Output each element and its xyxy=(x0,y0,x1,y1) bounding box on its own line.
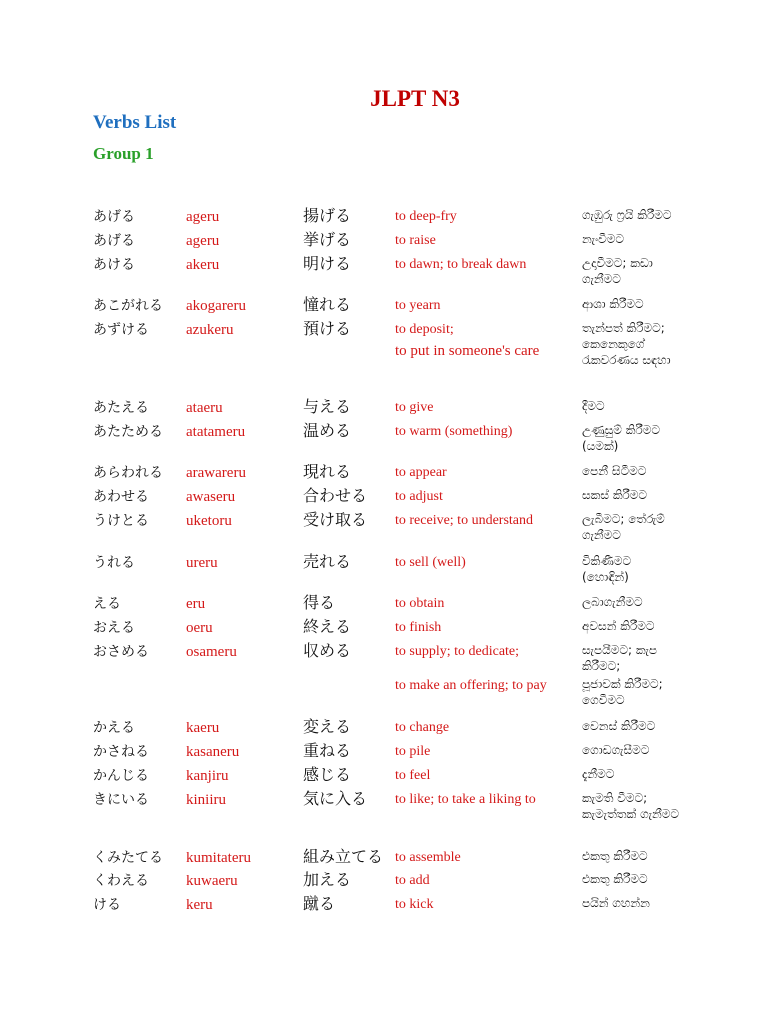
verb-sinhala: ආශා කිරීමට xyxy=(582,297,644,311)
verb-meaning: to obtain xyxy=(395,596,445,611)
verb-sinhala: කැමති වීමට; කැමැත්තක් ගැනීමට xyxy=(582,791,680,821)
verb-row xyxy=(0,398,768,422)
verb-kanji: 得る xyxy=(303,593,336,612)
verb-kana: える xyxy=(93,596,121,612)
verb-row xyxy=(0,553,768,594)
verb-kanji: 与える xyxy=(303,397,352,416)
verb-meaning: to supply; to dedicate; xyxy=(395,644,520,659)
verb-sinhala: වෙනස් කිරීමට xyxy=(582,719,656,733)
verb-kanji: 売れる xyxy=(303,552,352,571)
verb-sinhala: උදාවීමට; කඩා ගැනීමට xyxy=(582,256,653,286)
verb-romaji: kumitateru xyxy=(186,850,251,866)
section-heading: Verbs List xyxy=(93,112,177,133)
verb-romaji: arawareru xyxy=(186,465,246,481)
verb-romaji: osameru xyxy=(186,644,237,660)
verb-meaning: to yearn xyxy=(395,298,441,313)
verb-kana: かえる xyxy=(93,720,135,736)
verb-row xyxy=(0,207,768,231)
verb-sinhala: සැපයීමට; කැප කිරීමට; xyxy=(582,643,658,673)
verb-row xyxy=(0,766,768,790)
verb-kana: あげる xyxy=(93,209,135,225)
verb-romaji: atatameru xyxy=(186,424,246,440)
verb-kanji: 収める xyxy=(303,641,352,660)
verb-meaning: to change xyxy=(395,720,450,735)
verb-kana: あける xyxy=(93,257,135,273)
verb-meaning: to kick xyxy=(395,897,434,912)
verb-meaning: to pile xyxy=(395,744,431,759)
verb-sinhala: පූජාවක් කිරීමට; ගෙවීමට xyxy=(582,677,663,707)
verb-meaning: to warm (something) xyxy=(395,424,513,439)
verb-meaning: to sell (well) xyxy=(395,555,466,570)
verb-row xyxy=(0,895,768,919)
verb-kanji: 重ねる xyxy=(303,741,352,760)
verb-kanji: 感じる xyxy=(303,765,352,784)
verb-kana: かさねる xyxy=(93,744,149,760)
verb-row xyxy=(0,422,768,463)
verb-kana: くわえる xyxy=(93,873,149,889)
verb-meaning: to give xyxy=(395,400,434,415)
verb-row xyxy=(0,676,768,718)
verb-romaji: ureru xyxy=(186,555,218,571)
verb-sinhala: එකතු කිරීමට xyxy=(582,849,648,863)
verb-kanji: 挙げる xyxy=(303,230,352,249)
verb-kana: おえる xyxy=(93,620,135,636)
verb-row xyxy=(0,320,768,398)
verb-kana: あわせる xyxy=(93,489,149,505)
verb-row xyxy=(0,742,768,766)
verb-romaji: kanjiru xyxy=(186,768,229,784)
verb-sinhala: ගැඹුරු ෆ්‍රයි කිරීමට xyxy=(582,208,672,222)
verb-meaning: to make an offering; to pay xyxy=(395,678,547,693)
verb-romaji: kiniiru xyxy=(186,792,226,808)
verb-sinhala: තැන්පත් කිරීමට; කෙනෙකුගේ රැකවරණය සඳහා xyxy=(582,321,671,367)
verb-row xyxy=(0,255,768,296)
verb-kana: あこがれる xyxy=(93,298,163,314)
verb-meaning: to adjust xyxy=(395,489,443,504)
verb-kanji: 蹴る xyxy=(303,894,336,913)
verb-meaning xyxy=(395,320,570,361)
verb-sinhala: උණුසුම් කිරීමට (යමක්) xyxy=(582,423,660,453)
verb-meaning: to dawn; to break dawn xyxy=(395,257,527,272)
verb-kana: うけとる xyxy=(93,513,149,529)
verb-sinhala: දැනීමට xyxy=(582,767,615,781)
page-title: JLPT N3 xyxy=(370,86,460,111)
verb-kanji: 組み立てる xyxy=(303,847,384,866)
verb-romaji: azukeru xyxy=(186,322,234,338)
verb-romaji: kasaneru xyxy=(186,744,240,760)
verb-row xyxy=(0,231,768,255)
verb-romaji: uketoru xyxy=(186,513,232,529)
verb-kanji: 受け取る xyxy=(303,510,368,529)
verb-kanji: 揚げる xyxy=(303,206,352,225)
verb-kana: ける xyxy=(93,897,121,913)
verb-meaning: to finish xyxy=(395,620,442,635)
verb-kanji: 合わせる xyxy=(303,486,368,505)
verb-meaning: to appear xyxy=(395,465,447,480)
verb-romaji: oeru xyxy=(186,620,213,636)
verb-meaning: to assemble xyxy=(395,850,461,865)
verb-row xyxy=(0,594,768,618)
verb-kana: きにいる xyxy=(93,792,149,808)
verb-sinhala: දීමට xyxy=(582,399,605,413)
verb-row xyxy=(0,618,768,642)
verb-meaning-line-1: to deposit; xyxy=(395,322,454,337)
verb-kanji: 終える xyxy=(303,617,352,636)
verb-kanji: 明ける xyxy=(303,254,352,273)
verb-row xyxy=(0,487,768,511)
verb-sinhala: ලබාගැනීමට xyxy=(582,595,643,609)
verb-kanji: 気に入る xyxy=(303,789,368,808)
verb-kana: かんじる xyxy=(93,768,149,784)
verb-sinhala: ලැබීමට; තේරුම් ගැනීමට xyxy=(582,512,665,542)
verb-sinhala: පෙනී සිටීමට xyxy=(582,464,647,478)
verb-row xyxy=(0,642,768,676)
verb-romaji: kuwaeru xyxy=(186,873,238,889)
verb-kanji: 預ける xyxy=(303,319,352,338)
verb-sinhala: පයින් ගහන්න xyxy=(582,896,650,910)
verb-romaji: eru xyxy=(186,596,206,612)
verb-row xyxy=(0,718,768,742)
verb-meaning: to raise xyxy=(395,233,436,248)
verb-row xyxy=(0,463,768,487)
verb-kanji: 温める xyxy=(303,421,352,440)
verb-meaning-line-2: to put in someone's care xyxy=(395,343,540,359)
verb-row xyxy=(0,790,768,848)
verb-romaji: ageru xyxy=(186,233,220,249)
verb-sinhala: ගොඩගැසීමට xyxy=(582,743,650,757)
verb-kana: あたえる xyxy=(93,400,149,416)
verb-romaji: akogareru xyxy=(186,298,246,314)
verb-romaji: ageru xyxy=(186,209,220,225)
verb-sinhala: අවසන් කිරීමට xyxy=(582,619,655,633)
verb-meaning: to deep-fry xyxy=(395,209,457,224)
verb-romaji: awaseru xyxy=(186,489,236,505)
verb-meaning: to feel xyxy=(395,768,431,783)
group-heading: Group 1 xyxy=(93,144,154,163)
verb-kanji: 加える xyxy=(303,870,352,889)
verb-kana: うれる xyxy=(93,555,135,571)
verb-sinhala: නැංවීමට xyxy=(582,232,625,246)
verb-meaning: to receive; to understand xyxy=(395,513,534,528)
verb-row xyxy=(0,871,768,895)
verb-kanji: 現れる xyxy=(303,462,352,481)
verb-romaji: akeru xyxy=(186,257,220,273)
verb-meaning: to add xyxy=(395,873,430,888)
verb-kanji: 変える xyxy=(303,717,352,736)
verb-romaji: kaeru xyxy=(186,720,220,736)
verb-row xyxy=(0,511,768,553)
verb-romaji: keru xyxy=(186,897,213,913)
verb-sinhala: එකතු කිරීමට xyxy=(582,872,648,886)
verb-row xyxy=(0,848,768,871)
verb-kanji: 憧れる xyxy=(303,295,352,314)
verb-meaning: to like; to take a liking to xyxy=(395,792,536,807)
verb-list xyxy=(0,207,768,919)
verb-kana: おさめる xyxy=(93,644,149,660)
verb-romaji: ataeru xyxy=(186,400,223,416)
verb-kana: くみたてる xyxy=(93,850,163,866)
verb-kana: あずける xyxy=(93,322,149,338)
verb-kana: あたためる xyxy=(93,424,163,440)
verb-sinhala: විකිණීමට (හොඳින්) xyxy=(582,554,632,584)
verb-kana: あらわれる xyxy=(93,465,163,481)
verb-row xyxy=(0,296,768,320)
verb-kana: あげる xyxy=(93,233,135,249)
verb-sinhala: සකස් කිරීමට xyxy=(582,488,648,502)
